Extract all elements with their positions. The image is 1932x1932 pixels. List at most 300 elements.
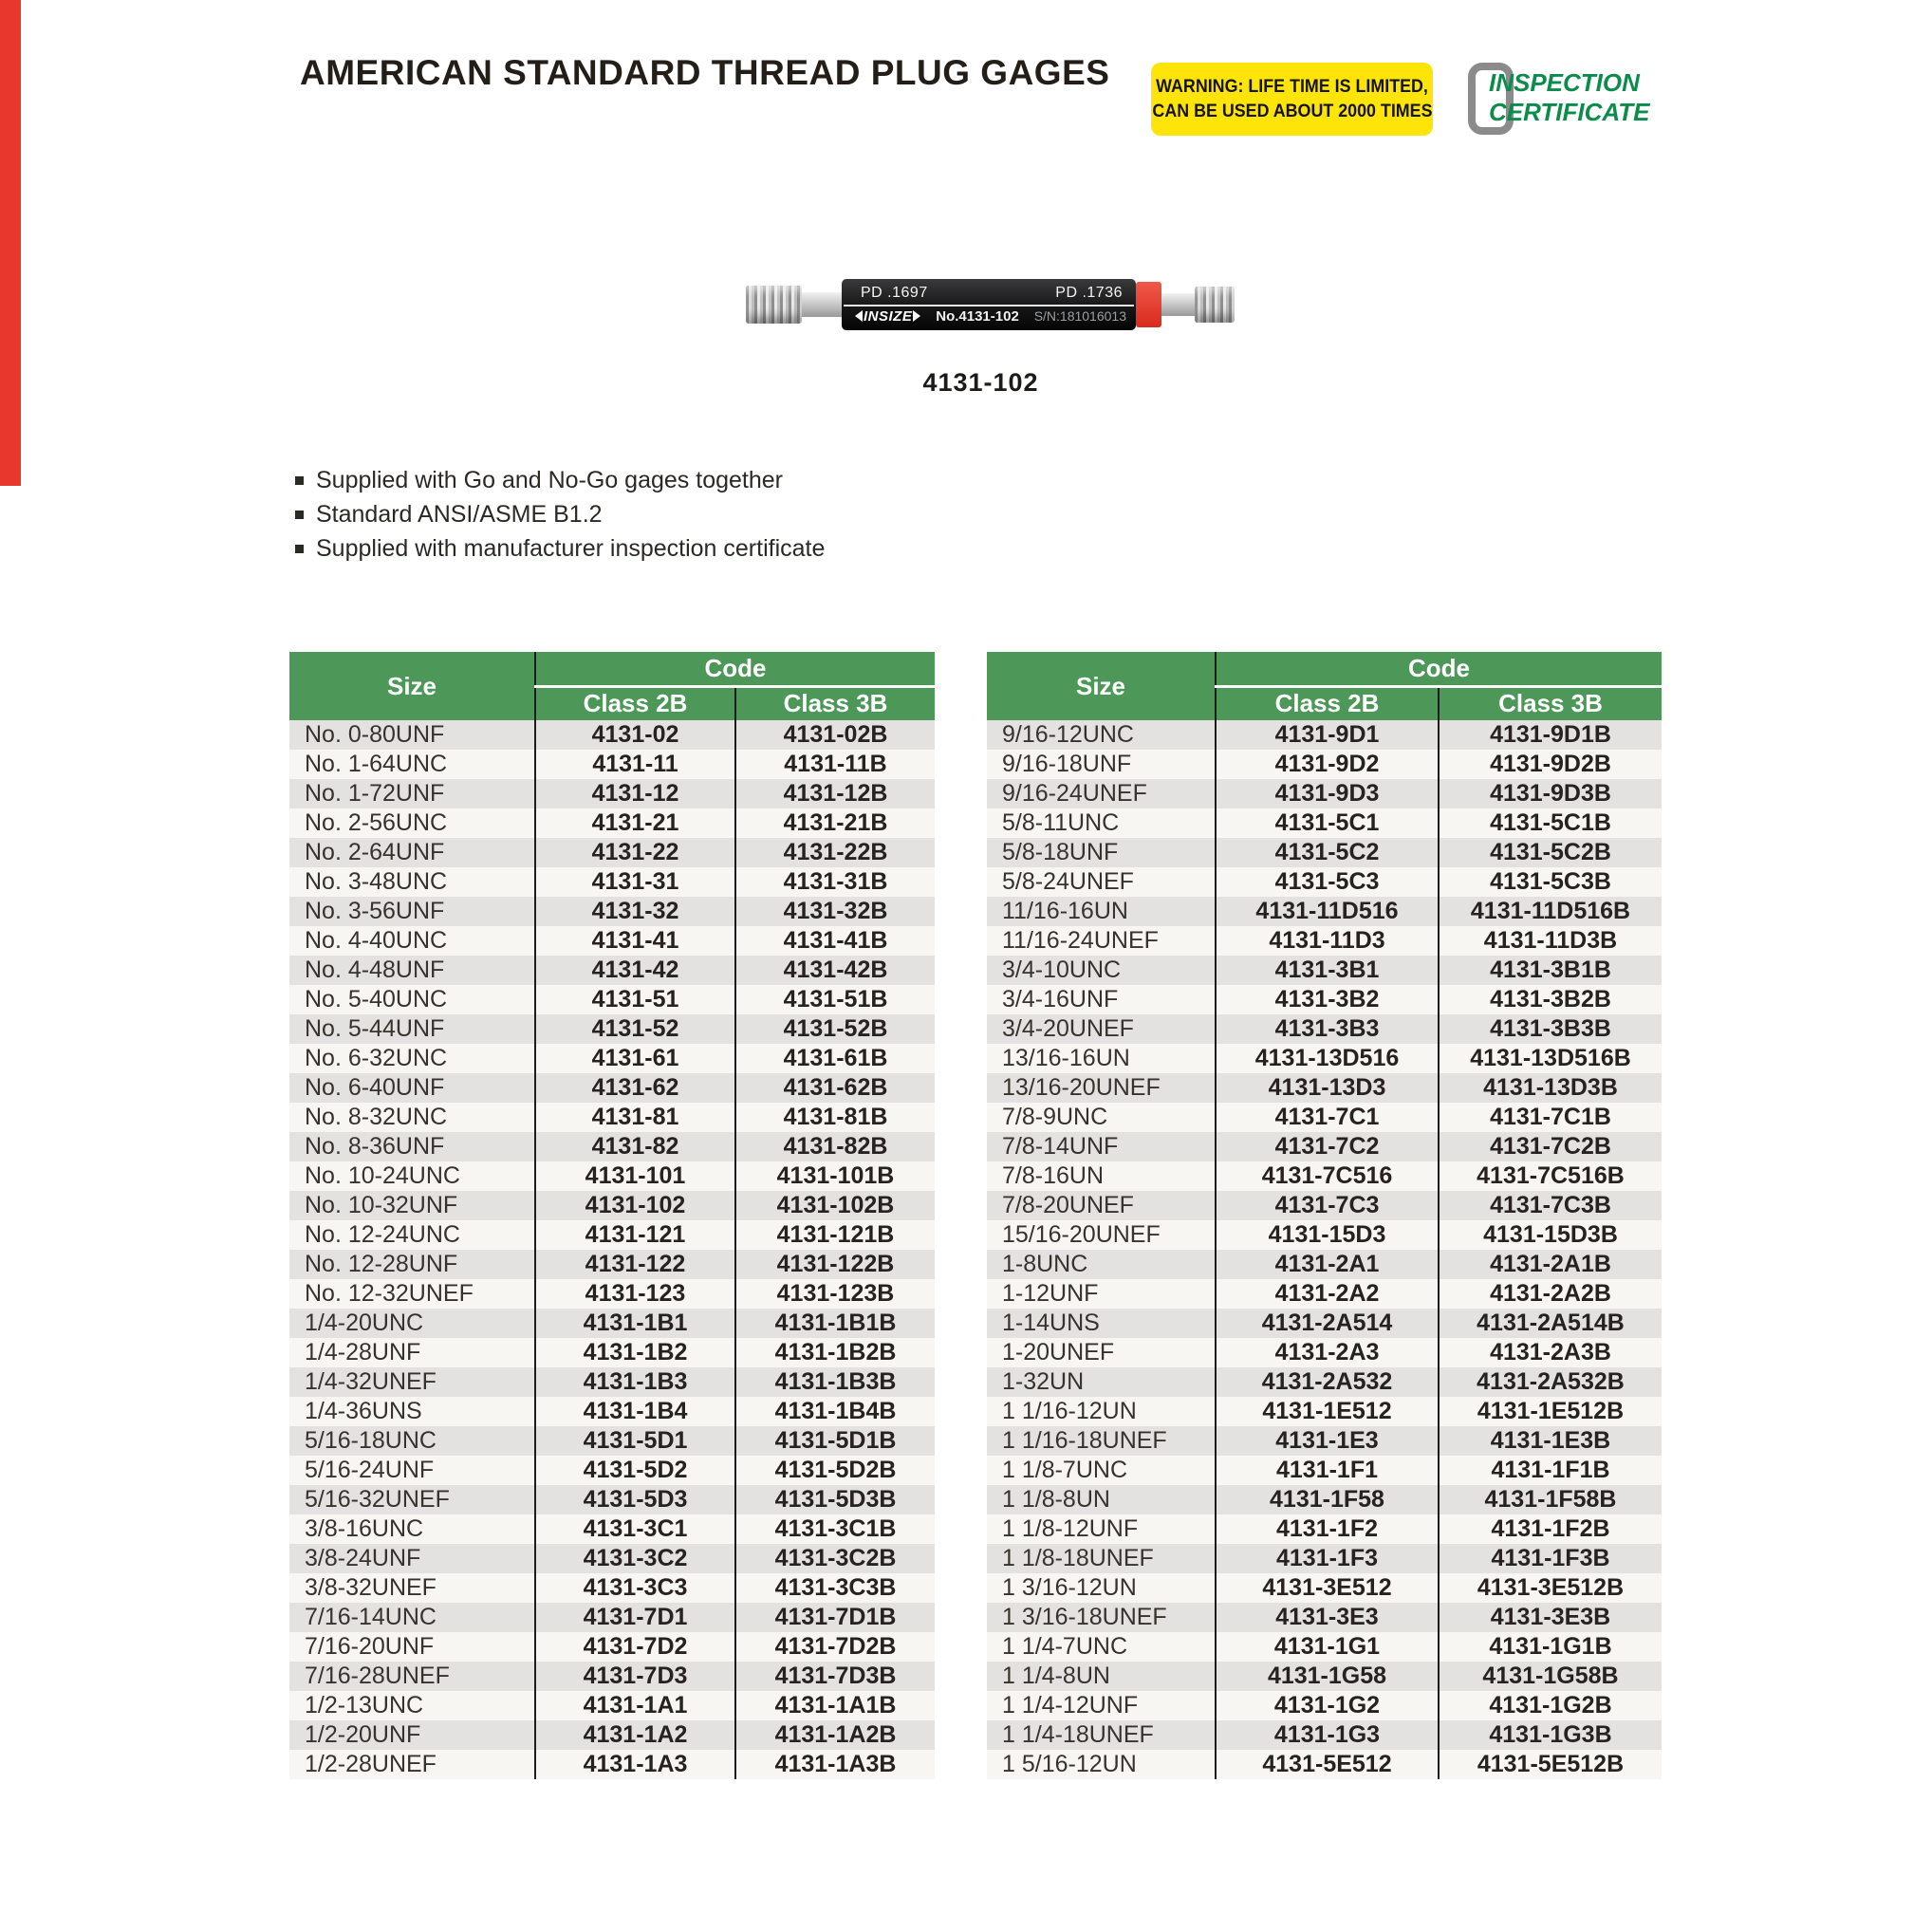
code-class3b-cell: 4131-13D516B	[1439, 1044, 1662, 1073]
code-class2b-cell: 4131-2A2	[1216, 1279, 1439, 1309]
size-cell: 1/2-20UNF	[289, 1720, 535, 1750]
table-row	[987, 985, 1662, 1014]
spec-table-right-body	[987, 720, 1662, 1779]
size-cell: No. 6-32UNC	[289, 1044, 535, 1073]
code-class3b-cell: 4131-123B	[735, 1279, 935, 1309]
size-cell: 1/2-13UNC	[289, 1691, 535, 1720]
size-cell: 11/16-24UNEF	[987, 926, 1216, 956]
table-row	[289, 1397, 935, 1426]
table-row	[987, 897, 1662, 926]
code-class3b-cell: 4131-1G3B	[1439, 1720, 1662, 1750]
list-item	[295, 501, 825, 529]
size-cell: No. 5-44UNF	[289, 1014, 535, 1044]
code-class2b-cell: 4131-3C2	[535, 1544, 735, 1573]
size-cell: 1 1/4-18UNEF	[987, 1720, 1216, 1750]
code-class3b-cell: 4131-101B	[735, 1161, 935, 1191]
code-class3b-cell: 4131-1B1B	[735, 1309, 935, 1338]
gage-shaft-right	[1161, 293, 1195, 316]
table-row	[987, 1750, 1662, 1779]
gage-red-band	[1136, 282, 1161, 327]
table-row	[289, 1720, 935, 1750]
size-cell: 3/8-32UNEF	[289, 1573, 535, 1603]
code-class2b-cell: 4131-122	[535, 1250, 735, 1279]
size-cell: 5/8-11UNC	[987, 808, 1216, 838]
size-cell: 7/16-28UNEF	[289, 1662, 535, 1691]
code-class2b-cell: 4131-1A1	[535, 1691, 735, 1720]
size-cell: No. 3-48UNC	[289, 867, 535, 897]
code-class3b-cell: 4131-1E512B	[1439, 1397, 1662, 1426]
code-class3b-cell: 4131-7C1B	[1439, 1103, 1662, 1132]
size-cell: No. 12-28UNF	[289, 1250, 535, 1279]
code-class3b-cell: 4131-3B1B	[1439, 956, 1662, 985]
code-class3b-cell: 4131-32B	[735, 897, 935, 926]
code-class2b-cell: 4131-7C516	[1216, 1161, 1439, 1191]
code-class3b-cell: 4131-7D1B	[735, 1603, 935, 1632]
table-row	[987, 1456, 1662, 1485]
code-class3b-cell: 4131-41B	[735, 926, 935, 956]
table-row	[289, 1603, 935, 1632]
gage-caption: 4131-102	[922, 368, 1039, 397]
table-row	[289, 779, 935, 808]
code-class2b-cell: 4131-7D1	[535, 1603, 735, 1632]
code-class3b-cell: 4131-1B4B	[735, 1397, 935, 1426]
certificate-label	[1489, 68, 1649, 127]
table-row	[987, 1338, 1662, 1367]
table-row	[289, 1103, 935, 1132]
code-class2b-cell: 4131-9D3	[1216, 779, 1439, 808]
page-title: AMERICAN STANDARD THREAD PLUG GAGES	[300, 53, 1110, 92]
code-class3b-cell: 4131-1A3B	[735, 1750, 935, 1779]
code-class2b-cell: 4131-2A532	[1216, 1367, 1439, 1397]
code-class2b-cell: 4131-1F3	[1216, 1544, 1439, 1573]
code-class2b-cell: 4131-3E3	[1216, 1603, 1439, 1632]
code-class2b-cell: 4131-62	[535, 1073, 735, 1103]
table-row	[289, 1250, 935, 1279]
size-cell: 1 3/16-12UN	[987, 1573, 1216, 1603]
code-class3b-cell: 4131-3C3B	[735, 1573, 935, 1603]
spec-table-right	[987, 652, 1662, 1779]
insize-logo-text: INSIZE	[864, 307, 913, 325]
code-class2b-cell: 4131-21	[535, 808, 735, 838]
code-class2b-cell: 4131-5C2	[1216, 838, 1439, 867]
size-cell: 3/4-10UNC	[987, 956, 1216, 985]
code-class3b-cell: 4131-2A2B	[1439, 1279, 1662, 1309]
table-row	[987, 1544, 1662, 1573]
table-row	[289, 1279, 935, 1309]
code-class3b-cell: 4131-1G1B	[1439, 1632, 1662, 1662]
code-class3b-cell: 4131-11B	[735, 750, 935, 779]
code-class2b-cell: 4131-2A514	[1216, 1309, 1439, 1338]
insize-logo	[855, 308, 920, 325]
code-class3b-cell: 4131-1A2B	[735, 1720, 935, 1750]
code-class3b-cell: 4131-7D3B	[735, 1662, 935, 1691]
size-cell: 9/16-24UNEF	[987, 779, 1216, 808]
table-row	[987, 1132, 1662, 1161]
square-bullet-icon	[295, 476, 304, 485]
table-row	[987, 1161, 1662, 1191]
size-cell: 7/8-20UNEF	[987, 1191, 1216, 1220]
code-class2b-cell: 4131-1G3	[1216, 1720, 1439, 1750]
table-row	[987, 1662, 1662, 1691]
size-cell: 1 5/16-12UN	[987, 1750, 1216, 1779]
table-row	[987, 1720, 1662, 1750]
code-class3b-cell: 4131-7C2B	[1439, 1132, 1662, 1161]
code-class2b-cell: 4131-82	[535, 1132, 735, 1161]
list-item	[295, 467, 825, 494]
code-class3b-cell: 4131-2A532B	[1439, 1367, 1662, 1397]
warning-line-1: WARNING: LIFE TIME IS LIMITED,	[1156, 76, 1428, 97]
code-class3b-cell: 4131-82B	[735, 1132, 935, 1161]
code-class3b-cell: 4131-1A1B	[735, 1691, 935, 1720]
table-row	[289, 1426, 935, 1456]
size-cell: 1 1/8-18UNEF	[987, 1544, 1216, 1573]
code-class2b-cell: 4131-32	[535, 897, 735, 926]
size-cell: 1/4-28UNF	[289, 1338, 535, 1367]
gage-thread-left	[746, 286, 802, 324]
column-header-size: Size	[987, 652, 1216, 720]
code-class2b-cell: 4131-41	[535, 926, 735, 956]
code-class3b-cell: 4131-61B	[735, 1044, 935, 1073]
table-row	[289, 1750, 935, 1779]
size-cell: 1/2-28UNEF	[289, 1750, 535, 1779]
column-header-code: Code	[535, 652, 935, 686]
table-row	[289, 956, 935, 985]
size-cell: No. 1-72UNF	[289, 779, 535, 808]
table-row	[987, 720, 1662, 750]
size-cell: No. 0-80UNF	[289, 720, 535, 750]
code-class3b-cell: 4131-122B	[735, 1250, 935, 1279]
size-cell: 7/8-16UN	[987, 1161, 1216, 1191]
size-cell: 1 1/16-12UN	[987, 1397, 1216, 1426]
size-cell: 15/16-20UNEF	[987, 1220, 1216, 1250]
code-class2b-cell: 4131-5C3	[1216, 867, 1439, 897]
code-class3b-cell: 4131-21B	[735, 808, 935, 838]
table-row	[987, 1014, 1662, 1044]
code-class2b-cell: 4131-2A1	[1216, 1250, 1439, 1279]
table-row	[289, 1073, 935, 1103]
table-row	[289, 808, 935, 838]
code-class3b-cell: 4131-2A3B	[1439, 1338, 1662, 1367]
gage-pd-left-label: PD .1697	[861, 285, 928, 301]
size-cell: 5/8-24UNEF	[987, 867, 1216, 897]
column-header-size: Size	[289, 652, 535, 720]
code-class3b-cell: 4131-3E3B	[1439, 1603, 1662, 1632]
code-class2b-cell: 4131-1G2	[1216, 1691, 1439, 1720]
code-class2b-cell: 4131-7C1	[1216, 1103, 1439, 1132]
feature-text: Standard ANSI/ASME B1.2	[316, 501, 603, 528]
size-cell: No. 12-32UNEF	[289, 1279, 535, 1309]
code-class2b-cell: 4131-81	[535, 1103, 735, 1132]
table-row	[289, 1367, 935, 1397]
code-class2b-cell: 4131-121	[535, 1220, 735, 1250]
code-class3b-cell: 4131-22B	[735, 838, 935, 867]
code-class3b-cell: 4131-11D516B	[1439, 897, 1662, 926]
size-cell: 5/16-24UNF	[289, 1456, 535, 1485]
code-class2b-cell: 4131-1B2	[535, 1338, 735, 1367]
code-class3b-cell: 4131-62B	[735, 1073, 935, 1103]
size-cell: 3/8-16UNC	[289, 1514, 535, 1544]
table-row	[987, 1426, 1662, 1456]
code-class3b-cell: 4131-51B	[735, 985, 935, 1014]
code-class3b-cell: 4131-5D1B	[735, 1426, 935, 1456]
code-class2b-cell: 4131-52	[535, 1014, 735, 1044]
code-class2b-cell: 4131-1A3	[535, 1750, 735, 1779]
code-class2b-cell: 4131-1F1	[1216, 1456, 1439, 1485]
table-row	[987, 867, 1662, 897]
table-row	[289, 1014, 935, 1044]
code-class2b-cell: 4131-7D3	[535, 1662, 735, 1691]
column-header-code: Code	[1216, 652, 1662, 686]
code-class2b-cell: 4131-1E3	[1216, 1426, 1439, 1456]
size-cell: 1-32UN	[987, 1367, 1216, 1397]
table-row	[987, 1691, 1662, 1720]
code-class3b-cell: 4131-1F58B	[1439, 1485, 1662, 1514]
table-row	[289, 720, 935, 750]
certificate-line-1: INSPECTION	[1489, 68, 1640, 97]
code-class2b-cell: 4131-11D3	[1216, 926, 1439, 956]
table-row	[289, 1191, 935, 1220]
code-class2b-cell: 4131-51	[535, 985, 735, 1014]
code-class3b-cell: 4131-121B	[735, 1220, 935, 1250]
table-row	[987, 1220, 1662, 1250]
table-row	[289, 1662, 935, 1691]
code-class2b-cell: 4131-3B3	[1216, 1014, 1439, 1044]
table-row	[289, 750, 935, 779]
code-class2b-cell: 4131-22	[535, 838, 735, 867]
code-class3b-cell: 4131-102B	[735, 1191, 935, 1220]
size-cell: No. 4-40UNC	[289, 926, 535, 956]
table-row	[289, 1573, 935, 1603]
size-cell: 1 1/4-12UNF	[987, 1691, 1216, 1720]
table-row	[987, 1397, 1662, 1426]
size-cell: No. 4-48UNF	[289, 956, 535, 985]
size-cell: 1 3/16-18UNEF	[987, 1603, 1216, 1632]
code-class3b-cell: 4131-42B	[735, 956, 935, 985]
code-class2b-cell: 4131-5D1	[535, 1426, 735, 1456]
column-header-class3b: Class 3B	[1439, 686, 1662, 720]
code-class3b-cell: 4131-1B3B	[735, 1367, 935, 1397]
table-row	[987, 808, 1662, 838]
code-class3b-cell: 4131-02B	[735, 720, 935, 750]
code-class2b-cell: 4131-5D2	[535, 1456, 735, 1485]
code-class2b-cell: 4131-3E512	[1216, 1573, 1439, 1603]
table-row	[289, 1309, 935, 1338]
table-row	[289, 926, 935, 956]
inspection-certificate-logo	[1466, 59, 1665, 140]
code-class2b-cell: 4131-11D516	[1216, 897, 1439, 926]
size-cell: No. 3-56UNF	[289, 897, 535, 926]
code-class3b-cell: 4131-2A1B	[1439, 1250, 1662, 1279]
code-class2b-cell: 4131-31	[535, 867, 735, 897]
code-class3b-cell: 4131-1E3B	[1439, 1426, 1662, 1456]
code-class3b-cell: 4131-1F2B	[1439, 1514, 1662, 1544]
code-class2b-cell: 4131-1B4	[535, 1397, 735, 1426]
code-class3b-cell: 4131-15D3B	[1439, 1220, 1662, 1250]
column-header-class3b: Class 3B	[735, 686, 935, 720]
table-row	[987, 956, 1662, 985]
size-cell: No. 6-40UNF	[289, 1073, 535, 1103]
code-class3b-cell: 4131-2A514B	[1439, 1309, 1662, 1338]
size-cell: 13/16-20UNEF	[987, 1073, 1216, 1103]
code-class2b-cell: 4131-3B1	[1216, 956, 1439, 985]
code-class2b-cell: 4131-5C1	[1216, 808, 1439, 838]
column-header-class2b: Class 2B	[1216, 686, 1439, 720]
size-cell: 1/4-36UNS	[289, 1397, 535, 1426]
code-class2b-cell: 4131-3C1	[535, 1514, 735, 1544]
table-row	[987, 1309, 1662, 1338]
square-bullet-icon	[295, 511, 304, 519]
code-class2b-cell: 4131-2A3	[1216, 1338, 1439, 1367]
table-row	[987, 1073, 1662, 1103]
code-class3b-cell: 4131-7C3B	[1439, 1191, 1662, 1220]
code-class3b-cell: 4131-3B2B	[1439, 985, 1662, 1014]
code-class3b-cell: 4131-5D3B	[735, 1485, 935, 1514]
size-cell: 1 1/16-18UNEF	[987, 1426, 1216, 1456]
code-class2b-cell: 4131-3C3	[535, 1573, 735, 1603]
code-class3b-cell: 4131-7D2B	[735, 1632, 935, 1662]
code-class3b-cell: 4131-1F3B	[1439, 1544, 1662, 1573]
table-row	[289, 985, 935, 1014]
gage-model-number: No.4131-102	[936, 307, 1019, 325]
table-row	[987, 926, 1662, 956]
code-class2b-cell: 4131-1F58	[1216, 1485, 1439, 1514]
insize-arrow-left-icon	[855, 310, 863, 322]
code-class3b-cell: 4131-5C3B	[1439, 867, 1662, 897]
code-class3b-cell: 4131-7C516B	[1439, 1161, 1662, 1191]
code-class2b-cell: 4131-1A2	[535, 1720, 735, 1750]
table-row	[987, 779, 1662, 808]
size-cell: 1-8UNC	[987, 1250, 1216, 1279]
code-class3b-cell: 4131-13D3B	[1439, 1073, 1662, 1103]
code-class2b-cell: 4131-7C2	[1216, 1132, 1439, 1161]
code-class3b-cell: 4131-81B	[735, 1103, 935, 1132]
size-cell: No. 12-24UNC	[289, 1220, 535, 1250]
code-class3b-cell: 4131-1G58B	[1439, 1662, 1662, 1691]
code-class2b-cell: 4131-13D3	[1216, 1073, 1439, 1103]
code-class3b-cell: 4131-9D1B	[1439, 720, 1662, 750]
code-class2b-cell: 4131-7D2	[535, 1632, 735, 1662]
size-cell: 1 1/8-12UNF	[987, 1514, 1216, 1544]
code-class2b-cell: 4131-15D3	[1216, 1220, 1439, 1250]
table-row	[289, 1044, 935, 1073]
code-class3b-cell: 4131-3C2B	[735, 1544, 935, 1573]
code-class3b-cell: 4131-1B2B	[735, 1338, 935, 1367]
code-class2b-cell: 4131-1G58	[1216, 1662, 1439, 1691]
code-class2b-cell: 4131-1E512	[1216, 1397, 1439, 1426]
size-cell: 1-12UNF	[987, 1279, 1216, 1309]
table-row	[289, 1691, 935, 1720]
code-class2b-cell: 4131-12	[535, 779, 735, 808]
size-cell: 5/16-18UNC	[289, 1426, 535, 1456]
code-class3b-cell: 4131-5D2B	[735, 1456, 935, 1485]
spec-table-left	[289, 652, 935, 1779]
code-class2b-cell: 4131-102	[535, 1191, 735, 1220]
size-cell: 7/16-14UNC	[289, 1603, 535, 1632]
code-class2b-cell: 4131-3B2	[1216, 985, 1439, 1014]
code-class2b-cell: 4131-02	[535, 720, 735, 750]
code-class3b-cell: 4131-12B	[735, 779, 935, 808]
code-class2b-cell: 4131-1F2	[1216, 1514, 1439, 1544]
code-class2b-cell: 4131-13D516	[1216, 1044, 1439, 1073]
code-class3b-cell: 4131-9D2B	[1439, 750, 1662, 779]
gage-pd-right-label: PD .1736	[1055, 285, 1123, 301]
table-row	[289, 1456, 935, 1485]
table-row	[987, 838, 1662, 867]
code-class3b-cell: 4131-5C1B	[1439, 808, 1662, 838]
table-row	[289, 838, 935, 867]
code-class3b-cell: 4131-3B3B	[1439, 1014, 1662, 1044]
code-class2b-cell: 4131-5E512	[1216, 1750, 1439, 1779]
size-cell: 7/8-14UNF	[987, 1132, 1216, 1161]
size-cell: 7/16-20UNF	[289, 1632, 535, 1662]
table-row	[987, 1044, 1662, 1073]
code-class2b-cell: 4131-9D2	[1216, 750, 1439, 779]
code-class2b-cell: 4131-5D3	[535, 1485, 735, 1514]
code-class3b-cell: 4131-31B	[735, 867, 935, 897]
size-cell: 5/16-32UNEF	[289, 1485, 535, 1514]
table-row	[987, 1103, 1662, 1132]
warning-badge	[1151, 63, 1433, 136]
code-class3b-cell: 4131-52B	[735, 1014, 935, 1044]
code-class3b-cell: 4131-11D3B	[1439, 926, 1662, 956]
code-class3b-cell: 4131-9D3B	[1439, 779, 1662, 808]
gage-body	[842, 279, 1136, 330]
size-cell: 1-14UNS	[987, 1309, 1216, 1338]
table-row	[289, 1132, 935, 1161]
code-class3b-cell: 4131-3E512B	[1439, 1573, 1662, 1603]
table-row	[987, 1191, 1662, 1220]
code-class2b-cell: 4131-61	[535, 1044, 735, 1073]
code-class3b-cell: 4131-1F1B	[1439, 1456, 1662, 1485]
code-class3b-cell: 4131-5C2B	[1439, 838, 1662, 867]
size-cell: 9/16-18UNF	[987, 750, 1216, 779]
size-cell: 1 1/8-8UN	[987, 1485, 1216, 1514]
table-row	[987, 1573, 1662, 1603]
column-header-class2b: Class 2B	[535, 686, 735, 720]
feature-text: Supplied with manufacturer inspection certificate	[316, 535, 826, 562]
gage-serial-number: S/N:181016013	[1033, 308, 1126, 324]
size-cell: 1/4-20UNC	[289, 1309, 535, 1338]
size-cell: No. 5-40UNC	[289, 985, 535, 1014]
code-class3b-cell: 4131-5E512B	[1439, 1750, 1662, 1779]
table-row	[289, 1220, 935, 1250]
certificate-line-2: CERTIFICATE	[1489, 98, 1650, 126]
table-row	[289, 1544, 935, 1573]
insize-arrow-right-icon	[913, 310, 920, 322]
table-row	[987, 1250, 1662, 1279]
code-class2b-cell: 4131-123	[535, 1279, 735, 1309]
size-cell: No. 8-36UNF	[289, 1132, 535, 1161]
list-item	[295, 535, 825, 563]
code-class2b-cell: 4131-1G1	[1216, 1632, 1439, 1662]
table-row	[987, 1632, 1662, 1662]
table-row	[987, 1514, 1662, 1544]
size-cell: 11/16-16UN	[987, 897, 1216, 926]
code-class2b-cell: 4131-101	[535, 1161, 735, 1191]
size-cell: 9/16-12UNC	[987, 720, 1216, 750]
gage-shaft-left	[802, 292, 842, 317]
table-row	[289, 1161, 935, 1191]
table-row	[987, 1603, 1662, 1632]
table-row	[987, 1367, 1662, 1397]
page-edge-marker	[0, 0, 21, 486]
size-cell: 1 1/4-7UNC	[987, 1632, 1216, 1662]
size-cell: 1-20UNEF	[987, 1338, 1216, 1367]
feature-text: Supplied with Go and No-Go gages together	[316, 467, 783, 493]
size-cell: 7/8-9UNC	[987, 1103, 1216, 1132]
gage-thread-right	[1195, 287, 1235, 323]
size-cell: No. 2-56UNC	[289, 808, 535, 838]
